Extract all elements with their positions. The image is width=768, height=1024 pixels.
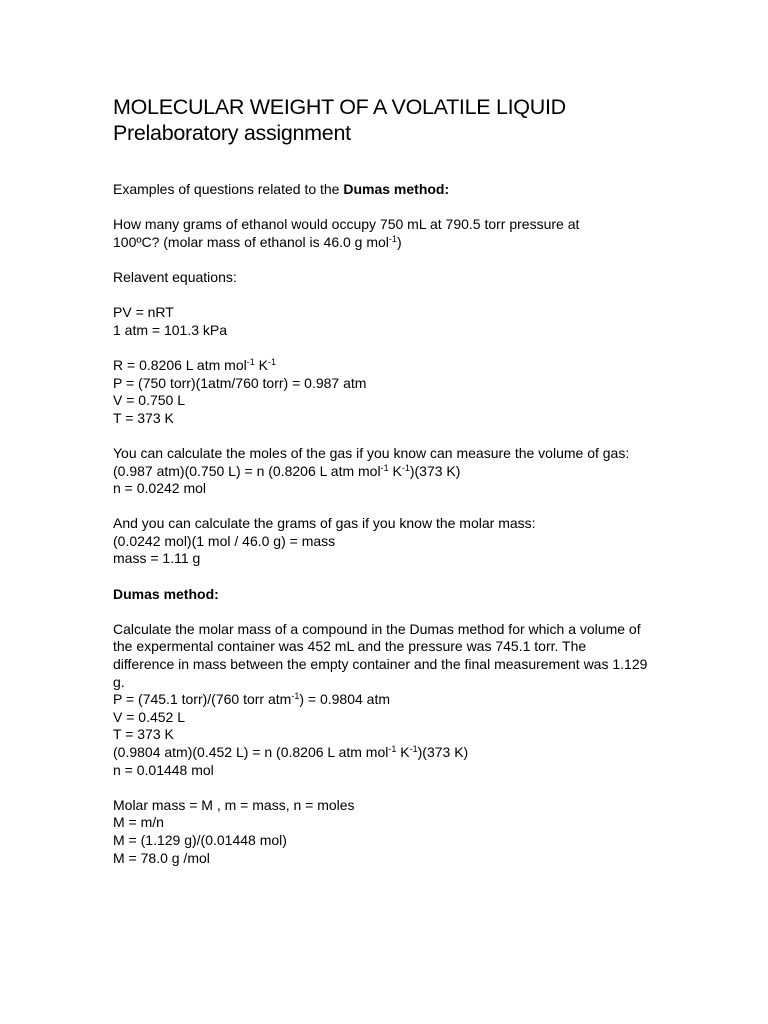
dumas-superscript-2: -1 <box>409 744 418 754</box>
moles-superscript-2: -1 <box>401 462 410 473</box>
molar-equation-1: M = m/n <box>113 814 164 831</box>
equation-p: P = (750 torr)(1atm/760 torr) = 0.987 atm <box>113 374 367 391</box>
dumas-heading: Dumas method: <box>113 585 219 602</box>
question-superscript: -1 <box>388 233 397 244</box>
dumas-temperature: T = 373 K <box>113 726 174 743</box>
r-superscript-2: -1 <box>267 356 276 367</box>
moles-calculation <box>113 463 648 481</box>
dumas-superscript-1: -1 <box>388 744 397 754</box>
grams-result: mass = 1.11 g <box>113 550 201 567</box>
dumas-calculation <box>113 744 648 762</box>
document-body <box>113 181 648 867</box>
equation-atm: 1 atm = 101.3 kPa <box>113 321 228 338</box>
document-title <box>113 94 733 146</box>
question-text: 100ºC? (molar mass of ethanol is 46.0 g mol <box>113 233 389 250</box>
molar-equation-3: M = 78.0 g /mol <box>113 849 210 866</box>
dumas-moles: n = 0.01448 mol <box>113 761 214 778</box>
equation-t: T = 373 K <box>113 409 174 426</box>
grams-text: And you can calculate the grams of gas if you know the molar mass: <box>113 515 536 532</box>
dumas-kelvin: K <box>396 744 410 760</box>
intro-bold: Dumas method: <box>343 181 450 197</box>
dumas-pressure-result: ) = 0.9804 atm <box>299 691 391 708</box>
question-line-2 <box>113 234 648 252</box>
moles-calc-end: )(373 K) <box>409 462 461 479</box>
dumas-pressure <box>113 691 648 709</box>
molar-definition: Molar mass = M , m = mass, n = moles <box>113 796 355 813</box>
intro-line <box>113 181 648 199</box>
equation-r <box>113 357 648 375</box>
dumas-pressure-text: P = (745.1 torr)/(760 torr atm <box>113 691 292 708</box>
molar-equation-2: M = (1.129 g)/(0.01448 mol) <box>113 831 287 848</box>
dumas-volume: V = 0.452 L <box>113 708 186 725</box>
question-close: ) <box>396 233 402 250</box>
moles-calc-text: (0.987 atm)(0.750 L) = n (0.8206 L atm mol <box>113 462 381 479</box>
title-line-1: MOLECULAR WEIGHT OF A VOLATILE LIQUID <box>113 95 566 119</box>
moles-kelvin: K <box>388 462 402 479</box>
moles-text: You can calculate the moles of the gas if you know can measure the volume of gas: <box>113 444 630 461</box>
dumas-calc-text: (0.9804 atm)(0.452 L) = n (0.8206 L atm mol <box>113 744 389 760</box>
title-line-2: Prelaboratory assignment <box>113 121 351 145</box>
dumas-calc-end: )(373 K) <box>417 744 469 760</box>
question-line-1: How many grams of ethanol would occupy 750 mL at 790.5 torr pressure at <box>113 216 580 233</box>
moles-superscript-1: -1 <box>380 462 389 473</box>
dumas-pressure-superscript: -1 <box>291 691 300 702</box>
relevant-heading: Relavent equations: <box>113 268 237 285</box>
equation-pv: PV = nRT <box>113 304 174 321</box>
r-superscript-1: -1 <box>246 356 255 367</box>
r-kelvin: K <box>254 356 268 373</box>
r-text: R = 0.8206 L atm mol <box>113 356 247 373</box>
moles-result: n = 0.0242 mol <box>113 480 207 497</box>
intro-text: Examples of questions related to the <box>113 181 344 197</box>
equation-v: V = 0.750 L <box>113 392 186 409</box>
grams-calculation: (0.0242 mol)(1 mol / 46.0 g) = mass <box>113 532 336 549</box>
dumas-problem: Calculate the molar mass of a compound in the Dumas method for which a volume of the expermental container was 452 mL and the pressure was 745.1 torr. The difference in mass between the empty container and the final measurement was 1.129 g. <box>113 620 648 690</box>
